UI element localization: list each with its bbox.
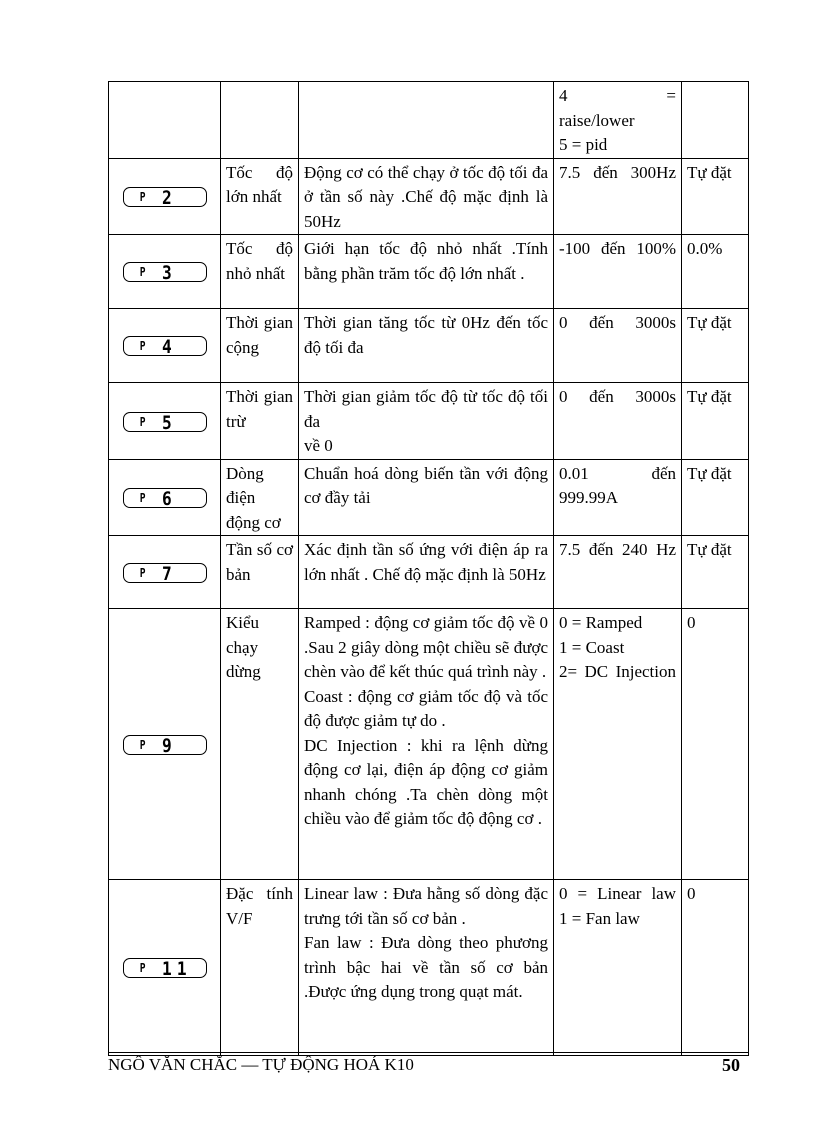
description-paragraph: Thời gian giảm tốc độ từ tốc độ tối đa bbox=[304, 387, 548, 431]
range-line: 0 đến 3000s bbox=[559, 313, 676, 332]
name-cell: Tốc độ nhỏ nhất bbox=[221, 235, 299, 309]
code-prefix: P bbox=[139, 961, 146, 976]
default-cell: Tự đặt bbox=[682, 536, 749, 609]
range-cell bbox=[554, 609, 682, 880]
parameter-code-display bbox=[123, 336, 207, 359]
description-paragraph: Coast : động cơ giảm tốc độ và tốc độ được giảm tự do . bbox=[304, 686, 548, 730]
description-cell bbox=[299, 609, 554, 880]
description-cell bbox=[299, 536, 554, 609]
range-line: 0 = Ramped bbox=[559, 613, 643, 632]
description-cell bbox=[299, 459, 554, 536]
default-cell: Tự đặt bbox=[682, 309, 749, 383]
description-paragraph: Giới hạn tốc độ nhỏ nhất .Tính bằng phần trăm tốc độ lớn nhất . bbox=[304, 239, 548, 283]
range-line: -100 đến 100% bbox=[559, 239, 676, 258]
parameter-code-display bbox=[123, 412, 207, 432]
name-cell: Thời gian trừ bbox=[221, 383, 299, 460]
code-cell bbox=[109, 309, 221, 383]
range-cell bbox=[554, 536, 682, 609]
parameter-code-display bbox=[123, 735, 207, 755]
description-cell bbox=[299, 235, 554, 309]
description-cell bbox=[299, 309, 554, 383]
code-cell bbox=[109, 82, 221, 159]
parameter-table bbox=[108, 81, 749, 1056]
table-row bbox=[109, 536, 749, 609]
range-cell bbox=[554, 880, 682, 1056]
description-paragraph: DC Injection : khi ra lệnh dừng động cơ lại, điện áp động cơ giảm nhanh chóng .Ta chèn dòng một chiều vào để giảm tốc độ động cơ . bbox=[304, 735, 548, 828]
default-cell: 0 bbox=[682, 609, 749, 880]
description-cell bbox=[299, 880, 554, 1056]
code-prefix: P bbox=[139, 414, 146, 429]
range-cell bbox=[554, 309, 682, 383]
table-row bbox=[109, 158, 749, 235]
parameter-code-display bbox=[123, 187, 207, 210]
code-cell bbox=[109, 383, 221, 460]
default-cell: Tự đặt bbox=[682, 158, 749, 235]
code-cell bbox=[109, 536, 221, 609]
range-line: 0 đến 3000s bbox=[559, 387, 676, 406]
code-prefix: P bbox=[139, 265, 146, 280]
range-cell bbox=[554, 158, 682, 235]
table-row bbox=[109, 459, 749, 536]
range-line: 0 = Linear law bbox=[559, 884, 676, 903]
range-line: 7.5 đến 300Hz bbox=[559, 162, 676, 182]
range-line: raise/lower bbox=[559, 110, 635, 130]
code-number: 5 bbox=[161, 411, 177, 434]
description-paragraph: Chuẩn hoá dòng biến tần với động cơ đầy tải bbox=[304, 463, 548, 507]
table-row bbox=[109, 880, 749, 1056]
code-number: 3 bbox=[161, 262, 177, 285]
default-cell bbox=[682, 82, 749, 159]
description-paragraph: Linear law : Đưa hằng số dòng đặc trưng tới tần số cơ bản . bbox=[304, 884, 548, 928]
range-cell bbox=[554, 459, 682, 536]
name-cell: Đặc tính V/F bbox=[221, 880, 299, 1056]
code-number: 6 bbox=[161, 488, 177, 511]
description-paragraph: Động cơ có thể chạy ở tốc độ tối đa ở tần số này .Chế độ mặc định là 50Hz bbox=[304, 162, 548, 231]
page-footer bbox=[108, 1052, 748, 1079]
description-paragraph: về 0 bbox=[304, 436, 333, 455]
description-paragraph: Fan law : Đưa dòng theo phương trình bậc hai về tần số cơ bản .Được ứng dụng trong quạt mát. bbox=[304, 933, 548, 1001]
range-line: 1 = Coast bbox=[559, 637, 625, 657]
range-line: 0.01 đến 999.99A bbox=[559, 463, 676, 507]
table-row bbox=[109, 383, 749, 460]
name-cell: Tần số cơ bản bbox=[221, 536, 299, 609]
description-paragraph: Ramped : động cơ giảm tốc độ về 0 .Sau 2 giây dòng một chiều sẽ được chèn vào để kết thúc quá trình này . bbox=[304, 613, 548, 681]
name-cell: Dòng điện động cơ bbox=[221, 459, 299, 536]
code-prefix: P bbox=[139, 190, 146, 205]
parameter-code-display bbox=[123, 488, 207, 511]
code-number: 9 bbox=[161, 734, 177, 757]
code-number: 4 bbox=[161, 336, 177, 359]
code-cell bbox=[109, 158, 221, 235]
table-row bbox=[109, 309, 749, 383]
name-cell bbox=[221, 82, 299, 159]
description-cell bbox=[299, 158, 554, 235]
code-cell bbox=[109, 459, 221, 536]
description-cell bbox=[299, 383, 554, 460]
page-number: 50 bbox=[722, 1055, 740, 1075]
code-prefix: P bbox=[139, 491, 146, 506]
parameter-code-display bbox=[123, 958, 207, 981]
name-cell: Thời gian cộng bbox=[221, 309, 299, 383]
range-cell bbox=[554, 383, 682, 460]
name-cell: Tốc độ lớn nhất bbox=[221, 158, 299, 235]
default-cell: Tự đặt bbox=[682, 383, 749, 460]
code-cell bbox=[109, 880, 221, 1056]
table-row bbox=[109, 82, 749, 159]
parameter-code-display bbox=[123, 262, 207, 285]
code-prefix: P bbox=[139, 339, 146, 354]
description-paragraph: Thời gian tăng tốc từ 0Hz đến tốc độ tối đa bbox=[304, 313, 548, 357]
range-line: 1 = Fan law bbox=[559, 908, 640, 928]
range-line: 2= DC Injection bbox=[559, 662, 676, 681]
description-cell bbox=[299, 82, 554, 159]
table-row bbox=[109, 235, 749, 309]
range-line: 7.5 đến 240 Hz bbox=[559, 540, 676, 559]
table-row bbox=[109, 609, 749, 880]
default-cell: 0 bbox=[682, 880, 749, 1056]
code-number: 11 bbox=[161, 958, 192, 981]
code-cell bbox=[109, 235, 221, 309]
default-cell: 0.0% bbox=[682, 235, 749, 309]
footer-author: NGÔ VĂN CHẮC — TỰ ĐỘNG HOÁ K10 bbox=[108, 1055, 414, 1074]
code-number: 2 bbox=[161, 187, 177, 210]
code-cell bbox=[109, 609, 221, 880]
parameter-code-display bbox=[123, 563, 207, 583]
range-cell bbox=[554, 235, 682, 309]
code-prefix: P bbox=[139, 737, 146, 752]
code-prefix: P bbox=[139, 565, 146, 580]
range-line: 5 = pid bbox=[559, 135, 608, 154]
code-number: 7 bbox=[161, 562, 177, 585]
range-cell bbox=[554, 82, 682, 159]
description-paragraph: Xác định tần số ứng với điện áp ra lớn nhất . Chế độ mặc định là 50Hz bbox=[304, 540, 548, 584]
default-cell: Tự đặt bbox=[682, 459, 749, 536]
name-cell: Kiểu chạy dừng bbox=[221, 609, 299, 880]
range-line: 4 = bbox=[559, 86, 676, 105]
